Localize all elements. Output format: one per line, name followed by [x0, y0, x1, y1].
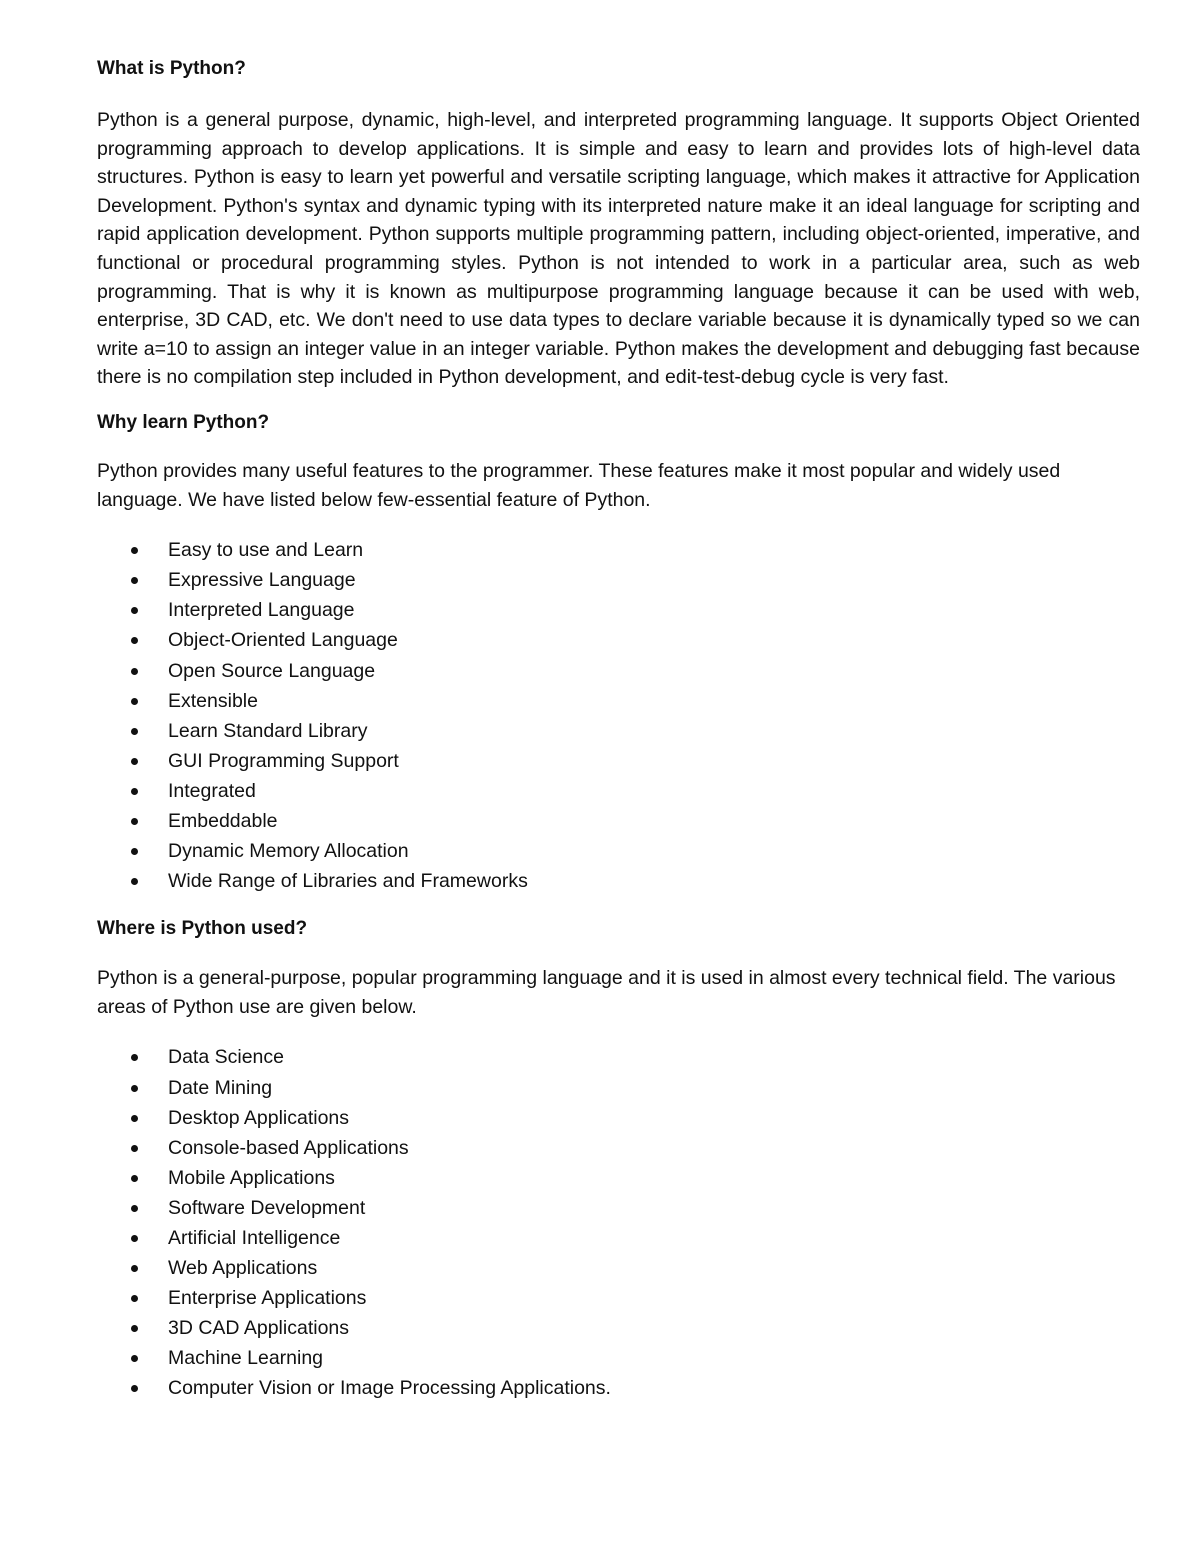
bullet-icon	[131, 1295, 138, 1302]
bullet-icon	[131, 788, 138, 795]
list-item: Integrated	[97, 776, 1140, 806]
bullet-icon	[131, 698, 138, 705]
bullet-icon	[131, 1355, 138, 1362]
bullet-icon	[131, 637, 138, 644]
list-item: Artificial Intelligence	[97, 1223, 1140, 1253]
list-item: Enterprise Applications	[97, 1283, 1140, 1313]
paragraph-why-learn-python: Python provides many useful features to the programmer. These features make it most popular and widely used language. We have listed below few-essential feature of Python.	[97, 459, 1061, 511]
list-item: Open Source Language	[97, 656, 1140, 686]
bullet-icon	[131, 878, 138, 885]
list-item: Expressive Language	[97, 565, 1140, 595]
list-item: GUI Programming Support	[97, 746, 1140, 776]
bullet-icon	[131, 1265, 138, 1272]
list-item: Extensible	[97, 686, 1140, 716]
bullet-icon	[131, 607, 138, 614]
bullet-icon	[131, 848, 138, 855]
uses-list	[97, 1042, 1140, 1403]
list-item: Software Development	[97, 1193, 1140, 1223]
list-item: Wide Range of Libraries and Frameworks	[97, 866, 1140, 896]
list-item: Dynamic Memory Allocation	[97, 836, 1140, 866]
paragraph-what-is-python: Python is a general purpose, dynamic, high-level, and interpreted programming language. It supports Object Oriented programming approach to develop applications. It is simple and easy to learn and provides lots of high-level data structures. Python is easy to learn yet powerful and versatile scripting language, which makes it attractive for Application Development. Python's syntax and dynamic typing with its interpreted nature make it an ideal language for scripting and rapid application development. Python supports multiple programming pattern, including object-oriented, imperative, and functional or procedural programming styles. Python is not intended to work in a particular area, such as web programming. That is why it is known as multipurpose programming language because it can be used with web, enterprise, 3D CAD, etc. We don't need to use data types to declare variable because it is dynamically typed so we can write a=10 to assign an integer value in an integer variable. Python makes the development and debugging fast because there is no compilation step included in Python development, and edit-test-debug cycle is very fast.	[97, 109, 1140, 389]
list-item: Web Applications	[97, 1253, 1140, 1283]
bullet-icon	[131, 1115, 138, 1122]
bullet-icon	[131, 728, 138, 735]
bullet-icon	[131, 547, 138, 554]
list-item: Machine Learning	[97, 1343, 1140, 1373]
bullet-icon	[131, 668, 138, 675]
heading-why-learn-python: Why learn Python?	[97, 411, 270, 433]
list-item: Learn Standard Library	[97, 716, 1140, 746]
list-item: Data Science	[97, 1042, 1140, 1072]
bullet-icon	[131, 1325, 138, 1332]
bullet-icon	[131, 1145, 138, 1152]
bullet-icon	[131, 758, 138, 765]
bullet-icon	[131, 1235, 138, 1242]
list-item: Embeddable	[97, 806, 1140, 836]
document-page	[97, 55, 1140, 1404]
heading-where-is-python-used: Where is Python used?	[97, 918, 308, 940]
bullet-icon	[131, 1175, 138, 1182]
bullet-icon	[131, 818, 138, 825]
list-item: Date Mining	[97, 1073, 1140, 1103]
list-item: 3D CAD Applications	[97, 1313, 1140, 1343]
bullet-icon	[131, 1205, 138, 1212]
paragraph-where-is-python-used: Python is a general-purpose, popular programming language and it is used in almost every technical field. The various areas of Python use are given below.	[97, 967, 1116, 1018]
bullet-icon	[131, 1054, 138, 1061]
bullet-icon	[131, 1385, 138, 1392]
list-item: Easy to use and Learn	[97, 535, 1140, 565]
bullet-icon	[131, 1085, 138, 1092]
list-item: Object-Oriented Language	[97, 625, 1140, 655]
bullet-icon	[131, 577, 138, 584]
list-item: Desktop Applications	[97, 1103, 1140, 1133]
list-item: Interpreted Language	[97, 595, 1140, 625]
features-list	[97, 535, 1140, 896]
list-item: Console-based Applications	[97, 1133, 1140, 1163]
list-item: Mobile Applications	[97, 1163, 1140, 1193]
heading-what-is-python: What is Python?	[97, 58, 246, 79]
list-item: Computer Vision or Image Processing Applications.	[97, 1373, 1140, 1403]
